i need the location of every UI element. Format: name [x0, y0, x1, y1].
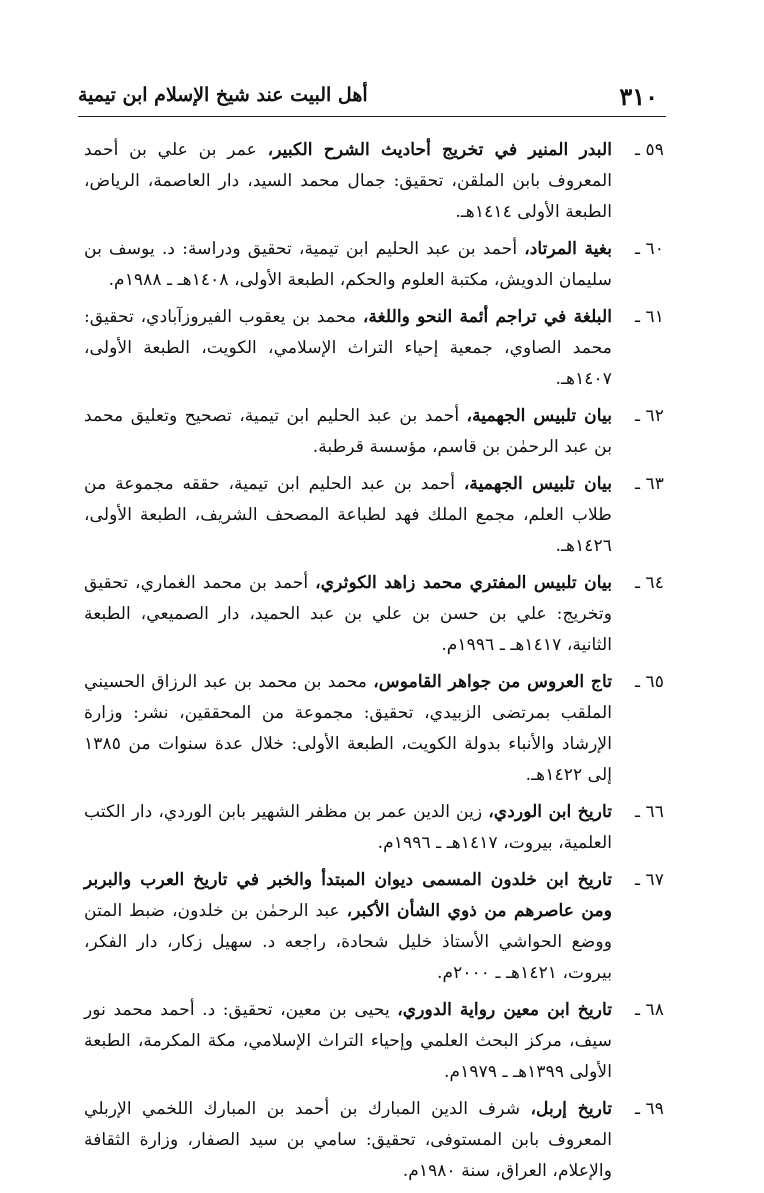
- bibliography-entry: [84, 568, 664, 661]
- entry-body: [84, 234, 612, 296]
- entry-body: [84, 135, 612, 228]
- entry-details: يحيى بن معين، تحقيق: د. أحمد محمد نور سيف، مركز البحث العلمي وإحياء التراث الإسلامي، مكة المكرمة، الطبعة الأولى ١٣٩٩هـ ـ ١٩٧٩م.: [84, 1000, 612, 1082]
- entry-body: [84, 568, 612, 661]
- bibliography-entry: [84, 797, 664, 859]
- bibliography-entry: [84, 667, 664, 791]
- header-rule: [78, 116, 666, 117]
- bibliography-list: [84, 135, 664, 1193]
- bibliography-entry: [84, 865, 664, 989]
- entry-book-title: تاج العروس من جواهر القاموس،: [373, 672, 612, 692]
- entry-body: [84, 797, 612, 859]
- entry-details: محمد بن محمد بن عبد الرزاق الحسيني الملقب بمرتضى الزبيدي، تحقيق: مجموعة من المحققين، نشر: وزارة الإرشاد والأنباء بدولة الكويت، الطبعة الأولى: خلال عدة سنوات من ١٣٨٥ إلى ١٤٢٢هـ.: [84, 672, 612, 785]
- entry-number: ٦١ ـ: [635, 307, 664, 327]
- entry-body: [84, 865, 612, 989]
- entry-book-title: بيان تلبيس الجهمية،: [463, 474, 612, 494]
- entry-book-title: تاريخ ابن معين رواية الدوري،: [397, 1000, 612, 1020]
- entry-details: شرف الدين المبارك بن أحمد بن المبارك اللخمي الإربلي المعروف بابن المستوفى، تحقيق: سامي بن سيد الصفار، وزارة الثقافة والإعلام، العراق، سنة ١٩٨٠م.: [84, 1099, 612, 1181]
- entry-details: زين الدين عمر بن مظفر الشهير بابن الوردي، دار الكتب العلمية، بيروت، ١٤١٧هـ ـ ١٩٩٦م.: [84, 802, 612, 853]
- running-title: أهل البيت عند شيخ الإسلام ابن تيمية: [78, 84, 368, 106]
- entry-details: عمر بن علي بن أحمد المعروف بابن الملقن، تحقيق: جمال محمد السيد، دار العاصمة، الرياض، الطبعة الأولى ١٤١٤هـ.: [84, 140, 612, 222]
- entry-book-title: بيان تلبيس المفتري محمد زاهد الكوثري،: [315, 573, 612, 593]
- entry-book-title: البدر المنير في تخريج أحاديث الشرح الكبير،: [267, 140, 612, 160]
- entry-details: محمد بن يعقوب الفيروزآبادي، تحقيق: محمد الصاوي، جمعية إحياء التراث الإسلامي، الكويت، الطبعة الأولى، ١٤٠٧هـ.: [84, 307, 612, 389]
- bibliography-entry: [84, 469, 664, 562]
- entry-number: ٦٣ ـ: [635, 474, 664, 494]
- entry-book-title: بيان تلبيس الجهمية،: [466, 406, 612, 426]
- bibliography-entry: [84, 135, 664, 228]
- page-header: [78, 82, 658, 112]
- entry-book-title: تاريخ إربل،: [530, 1099, 613, 1119]
- entry-details: أحمد بن عبد الحليم ابن تيمية، حققه مجموعة من طلاب العلم، مجمع الملك فهد لطباعة المصحف الشريف، الطبعة الأولى، ١٤٢٦هـ.: [84, 474, 612, 556]
- entry-number: ٦٨ ـ: [635, 1000, 664, 1020]
- bibliography-entry: [84, 234, 664, 296]
- entry-details: أحمد بن محمد الغماري، تحقيق وتخريج: علي بن حسن بن علي بن عبد الحميد، دار الصميعي، الطبعة الثانية، ١٤١٧هـ ـ ١٩٩٦م.: [84, 573, 612, 655]
- entry-body: [84, 469, 612, 562]
- entry-book-title: بغية المرتاد،: [524, 239, 612, 259]
- bibliography-entry: [84, 302, 664, 395]
- entry-number: ٦٢ ـ: [635, 406, 664, 426]
- entry-number: ٥٩ ـ: [635, 140, 664, 160]
- entry-details: عبد الرحمٰن بن خلدون، ضبط المتن ووضع الحواشي الأستاذ خليل شحادة، راجعه د. سهيل زكار، دار الفكر، بيروت، ١٤٢١هـ ـ ٢٠٠٠م.: [84, 901, 612, 983]
- entry-body: [84, 302, 612, 395]
- entry-body: [84, 995, 612, 1088]
- entry-details: أحمد بن عبد الحليم ابن تيمية، تصحيح وتعليق محمد بن عبد الرحمٰن بن قاسم، مؤسسة قرطبة.: [84, 406, 612, 457]
- page-number: ٣١٠: [619, 82, 658, 111]
- entry-details: أحمد بن عبد الحليم ابن تيمية، تحقيق ودراسة: د. يوسف بن سليمان الدويش، مكتبة العلوم والحكم، الطبعة الأولى، ١٤٠٨هـ ـ ١٩٨٨م.: [84, 239, 612, 290]
- entry-body: [84, 667, 612, 791]
- entry-number: ٦٤ ـ: [635, 573, 664, 593]
- entry-number: ٦٠ ـ: [635, 239, 664, 259]
- entry-body: [84, 401, 612, 463]
- entry-number: ٦٧ ـ: [635, 870, 664, 890]
- entry-number: ٦٦ ـ: [635, 802, 664, 822]
- entry-book-title: تاريخ ابن خلدون المسمى ديوان المبتدأ والخبر في تاريخ العرب والبربر ومن عاصرهم من ذوي الشأن الأكبر،: [84, 870, 612, 921]
- entry-book-title: البلغة في تراجم أئمة النحو واللغة،: [362, 307, 612, 327]
- bibliography-entry: [84, 401, 664, 463]
- entry-book-title: تاريخ ابن الوردي،: [488, 802, 612, 822]
- entry-number: ٦٥ ـ: [635, 672, 664, 692]
- bibliography-entry: [84, 995, 664, 1088]
- entry-number: ٦٩ ـ: [635, 1099, 664, 1119]
